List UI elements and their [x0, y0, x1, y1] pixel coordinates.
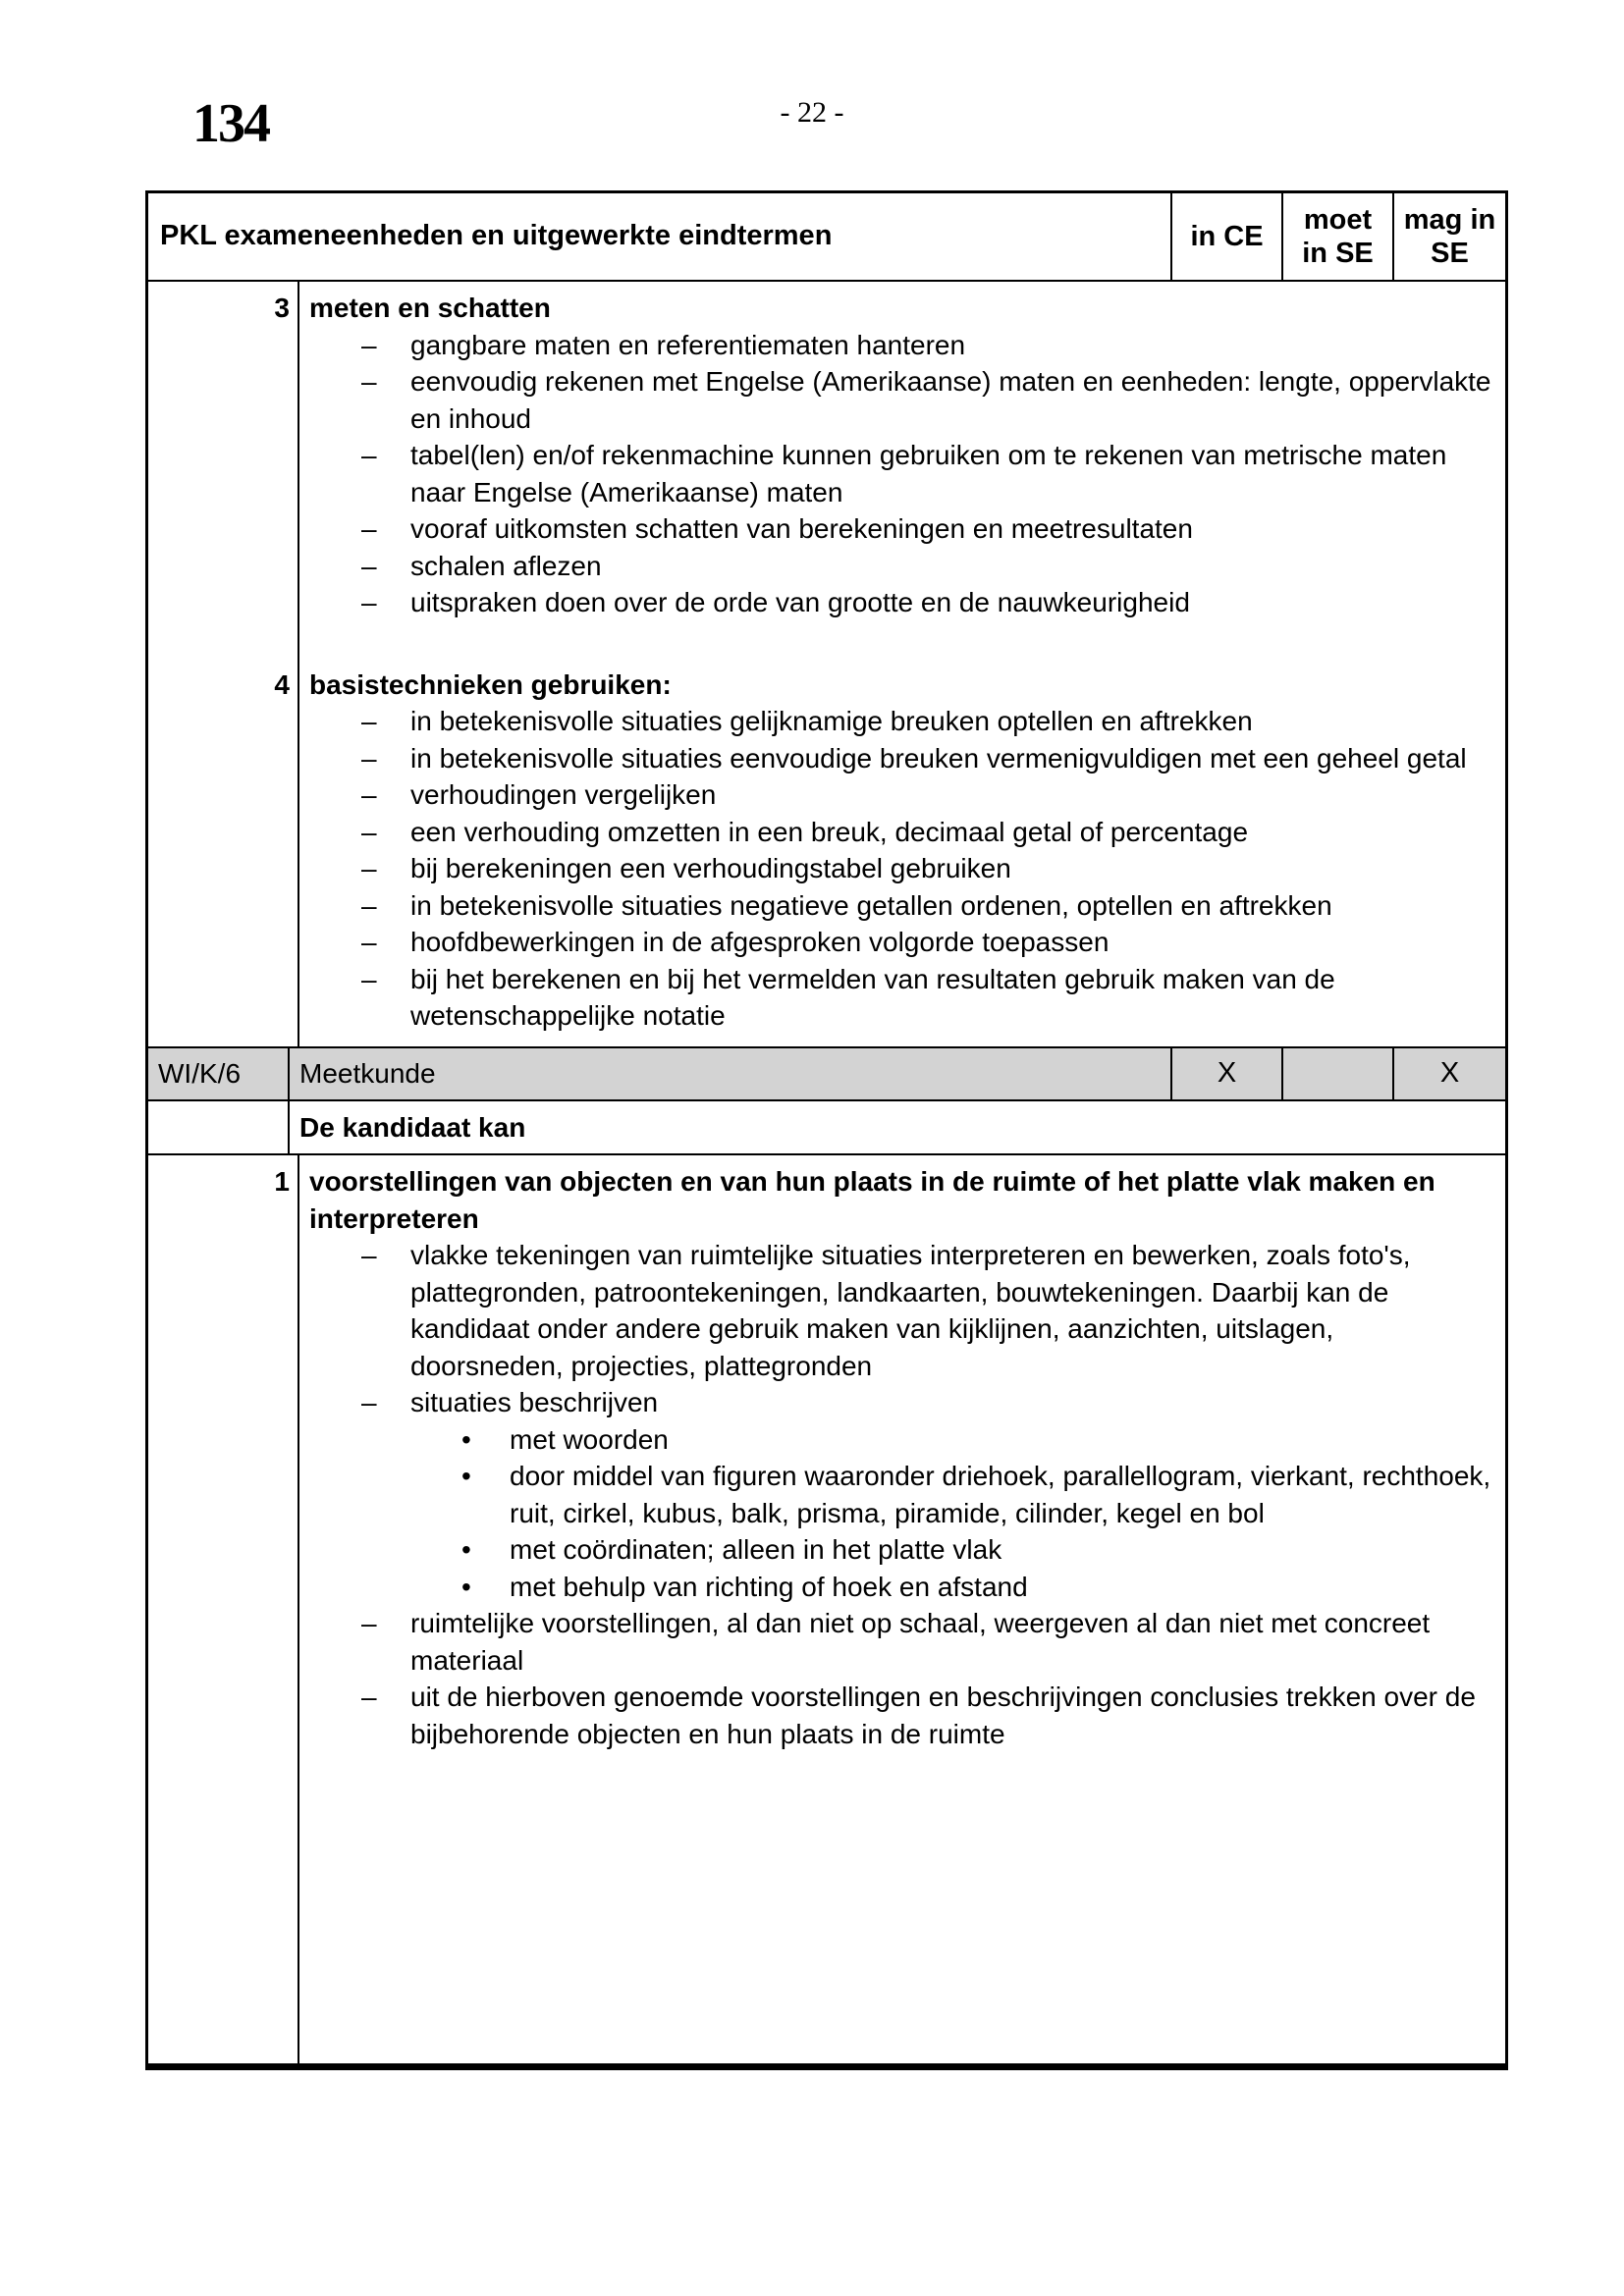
section-3-number: 3 — [148, 282, 299, 621]
bullet-marker: • — [461, 1461, 471, 1491]
section-gap — [148, 621, 1505, 659]
list-item — [309, 814, 1491, 851]
section-1-row — [148, 1155, 1505, 2063]
section-1-title: voorstellingen van objecten en van hun plaats in de ruimte of het platte vlak maken en interpreteren — [309, 1166, 1435, 1234]
column-header-moet-in-se — [1283, 193, 1394, 280]
list-item-text: uit de hierboven genoemde voorstellingen en beschrijvingen conclusies trekken over de bijbehorende objecten en hun plaats in de ruimte — [410, 1682, 1476, 1749]
column-header-mag-line2: SE — [1431, 238, 1469, 269]
list-item-text: vooraf uitkomsten schatten van berekeningen en meetresultaten — [410, 513, 1193, 544]
list-item-text: bij het berekenen en bij het vermelden van resultaten gebruik maken van de wetenschappelijke notatie — [410, 963, 1335, 1031]
bullet-marker: • — [461, 1534, 471, 1565]
section-3-title: meten en schatten — [309, 293, 551, 323]
dash-marker: – — [361, 440, 377, 470]
sub-list-item — [309, 1421, 1491, 1459]
section-3 — [148, 282, 1505, 621]
section-1-number: 1 — [148, 1155, 299, 1752]
exam-unit-mag-in-se-mark: X — [1439, 1057, 1460, 1090]
list-item-text: in betekenisvolle situaties negatieve getallen ordenen, optellen en aftrekken — [410, 889, 1332, 921]
exam-unit-moet-in-se-mark — [1283, 1048, 1394, 1099]
dash-marker: – — [361, 329, 377, 360]
dash-marker: – — [361, 1608, 377, 1638]
column-header-moet-line2: in SE — [1302, 238, 1374, 269]
column-header-mag-line1: mag in — [1403, 204, 1496, 236]
list-item-text: in betekenisvolle situaties eenvoudige breuken vermenigvuldigen met een geheel getal — [410, 742, 1467, 774]
list-item — [309, 1237, 1491, 1384]
table-header-row — [148, 193, 1505, 282]
doc-number: 134 — [192, 93, 269, 154]
dash-marker: – — [361, 550, 377, 581]
list-item — [309, 776, 1491, 814]
list-item-text: tabel(len) en/of rekenmachine kunnen gebruiken om te rekenen van metrische maten naar Engelse (Amerikaanse) maten — [410, 440, 1447, 507]
list-item — [309, 363, 1491, 437]
column-header-mag-in-se — [1394, 193, 1505, 280]
list-item — [309, 327, 1491, 364]
sub-list-item — [309, 1531, 1491, 1569]
bullet-marker: • — [461, 1571, 471, 1602]
section-1-content — [299, 1155, 1505, 1752]
section-1 — [148, 1155, 1505, 1752]
lead-row — [148, 1101, 1505, 1155]
sub-list-item — [309, 1458, 1491, 1531]
dash-marker: – — [361, 366, 377, 397]
lead-row-spacer — [148, 1101, 290, 1153]
exam-unit-code: WI/K/6 — [148, 1048, 290, 1099]
list-item — [309, 437, 1491, 510]
sub-list-item-text: door middel van figuren waaronder driehoek, parallellogram, vierkant, rechthoek, ruit, cirkel, kubus, balk, prisma, piramide, cilinder, kegel en bol — [510, 1461, 1491, 1528]
dash-marker: – — [361, 853, 377, 883]
eindtermen-table — [145, 190, 1508, 2070]
list-item — [309, 1605, 1491, 1679]
list-item-text: in betekenisvolle situaties gelijknamige breuken optellen en aftrekken — [410, 706, 1253, 736]
dash-marker: – — [361, 927, 377, 957]
bullet-marker: • — [461, 1423, 471, 1455]
list-item-text: ruimtelijke voorstellingen, al dan niet op schaal, weergeven al dan niet met concreet materiaal — [410, 1608, 1431, 1676]
sections-3-4-row — [148, 282, 1505, 1048]
list-item — [309, 924, 1491, 961]
section-4-content — [299, 659, 1505, 1035]
table-title: PKL exameneenheden en uitgewerkte eindtermen — [148, 193, 1172, 280]
list-item-text: situaties beschrijven — [410, 1387, 659, 1417]
dash-marker: – — [361, 513, 377, 544]
list-item-text: verhoudingen vergelijken — [410, 779, 717, 810]
list-item-text: vlakke tekeningen van ruimtelijke situaties interpreteren en bewerken, zoals foto's, plattegronden, patroontekeningen, landkaarten, bouwtekeningen. Daarbij kan de kandidaat onder andere gebruik maken van kijklijnen, aanzichten, uitslagen, doorsneden, projecties, plattegronden — [410, 1240, 1411, 1381]
dash-marker: – — [361, 1240, 377, 1270]
dash-marker: – — [361, 889, 377, 921]
list-item — [309, 740, 1491, 777]
dash-marker: – — [361, 587, 377, 617]
section-4-title: basistechnieken gebruiken: — [309, 668, 672, 700]
sub-list-item — [309, 1569, 1491, 1606]
sub-list-item-text: met behulp van richting of hoek en afstand — [510, 1571, 1028, 1602]
dash-marker: – — [361, 742, 377, 774]
dash-marker: – — [361, 1682, 377, 1712]
exam-unit-in-ce-mark: X — [1172, 1048, 1283, 1099]
dash-marker: – — [361, 1387, 377, 1417]
lead-row-text: De kandidaat kan — [299, 1111, 526, 1143]
list-item — [309, 703, 1491, 740]
section-4-number: 4 — [148, 659, 299, 1035]
list-item — [309, 850, 1491, 887]
dash-marker: – — [361, 706, 377, 736]
section-3-content — [299, 282, 1505, 621]
section-filler — [148, 1035, 1505, 1047]
dash-marker: – — [361, 816, 377, 847]
list-item — [309, 961, 1491, 1035]
list-item — [309, 1679, 1491, 1752]
exam-unit-row — [148, 1048, 1505, 1101]
column-header-in-ce-label: in CE — [1190, 221, 1264, 252]
list-item — [309, 548, 1491, 585]
list-item — [309, 584, 1491, 621]
list-item-text: gangbare maten en referentiematen hanteren — [410, 329, 966, 360]
list-item-text: schalen aflezen — [410, 550, 602, 581]
column-header-moet-line1: moet — [1303, 204, 1373, 236]
exam-unit-name: Meetkunde — [290, 1048, 1172, 1099]
sub-list-item-text: met coördinaten; alleen in het platte vlak — [510, 1534, 1002, 1565]
list-item-text: eenvoudig rekenen met Engelse (Amerikaanse) maten en eenheden: lengte, oppervlakte en inhoud — [410, 366, 1491, 434]
list-item-text: uitspraken doen over de orde van grootte en de nauwkeurigheid — [410, 587, 1190, 617]
dash-marker: – — [361, 779, 377, 810]
list-item — [309, 1384, 1491, 1421]
page-number: - 22 - — [780, 96, 844, 129]
column-header-in-ce — [1172, 193, 1283, 280]
list-item — [309, 510, 1491, 548]
list-item-text: hoofdbewerkingen in de afgesproken volgorde toepassen — [410, 927, 1110, 957]
sub-list-item-text: met woorden — [510, 1423, 669, 1455]
section-filler — [148, 1752, 1505, 2063]
list-item-text: een verhouding omzetten in een breuk, decimaal getal of percentage — [410, 816, 1249, 847]
list-item — [309, 887, 1491, 925]
section-4 — [148, 659, 1505, 1035]
dash-marker: – — [361, 963, 377, 994]
list-item-text: bij berekeningen een verhoudingstabel gebruiken — [410, 853, 1011, 883]
